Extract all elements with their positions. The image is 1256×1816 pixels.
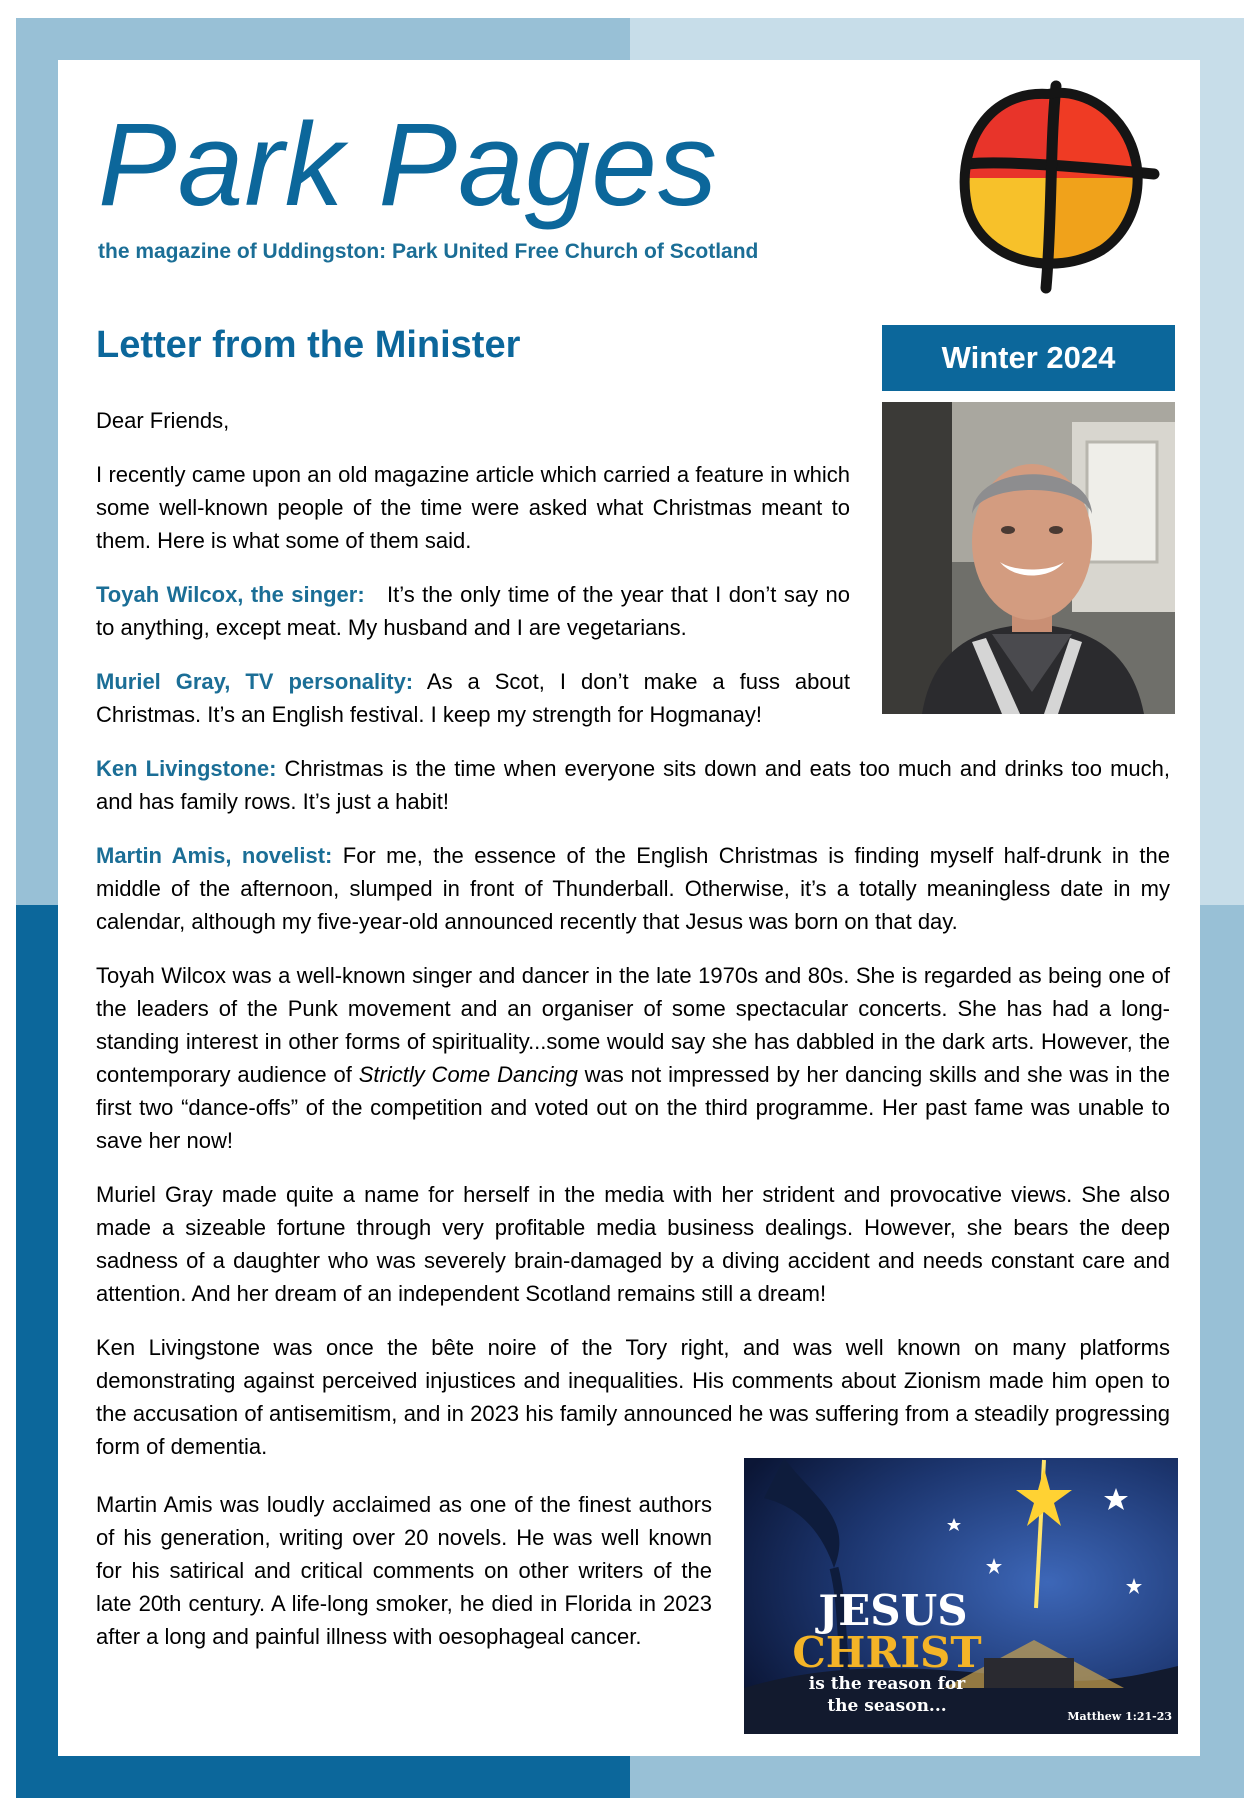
quote-text: For me, the essence of the English Christmas is finding myself half-drunk in the middle of the afternoon, slumped in front of Thunderball. Otherwise, it’s a totally meaningless date in my calendar, although my five-year-old announced recently that Jesus was born on that day. xyxy=(96,843,1170,934)
quote-text: Christmas is the time when everyone sits down and eats too much and drinks too much, and has family rows. It’s just a habit! xyxy=(96,756,1170,814)
quote-speaker: Martin Amis, novelist: xyxy=(96,843,333,868)
article-body-top xyxy=(96,404,850,752)
ken-paragraph: Ken Livingstone was once the bête noire of the Tory right, and was well known on many platforms demonstrating against perceived injustices and inequalities. His comments about Zionism made him open to the accusation of antisemitism, and in 2023 his family announced he was suffering from a steadily progressing form of dementia. xyxy=(96,1335,1170,1459)
masthead-title: Park Pages xyxy=(98,99,718,231)
intro-paragraph: I recently came upon an old magazine article which carried a feature in which some well-known people of the time were asked what Christmas meant to them. Here is what some of them said. xyxy=(96,462,850,553)
greeting: Dear Friends, xyxy=(96,408,230,433)
quote-paragraph xyxy=(96,752,1170,818)
season-badge: Winter 2024 xyxy=(882,325,1175,391)
jesus-christ-promo-image xyxy=(744,1458,1178,1734)
quote-text: It’s the only time of the year that I don’t say no to anything, except meat. My husband and I are vegetarians. xyxy=(96,582,851,640)
article-heading: Letter from the Minister xyxy=(96,324,521,366)
muriel-paragraph: Muriel Gray made quite a name for herself in the media with her strident and provocative views. She also made a sizeable fortune through very profitable media business dealings. However, she bears the deep sadness of a daughter who was severely brain-damaged by a diving accident and needs constant care and attention. And her dream of an independent Scotland remains still a dream! xyxy=(96,1182,1170,1306)
show-title: Strictly Come Dancing xyxy=(358,1062,578,1087)
quote-paragraph xyxy=(96,665,850,731)
promo-scripture-reference: Matthew 1:21-23 xyxy=(1067,1710,1172,1723)
article-body-wide xyxy=(96,752,1170,1484)
quote-paragraph xyxy=(96,578,850,644)
martin-paragraph: Martin Amis was loudly acclaimed as one of the finest authors of his generation, writing over 20 novels. He was well known for his satirical and critical comments on other writers of the late 20th century. A life-long smoker, he died in Florida in 2023 after a long and painful illness with oesophageal cancer. xyxy=(96,1492,712,1649)
toyah-paragraph xyxy=(96,959,1170,1157)
promo-title-christ: CHRIST xyxy=(792,1628,982,1677)
promo-title-jesus: JESUS xyxy=(818,1586,968,1635)
minister-photo xyxy=(882,402,1175,714)
quote-paragraph xyxy=(96,839,1170,938)
promo-tagline-line1: is the reason for xyxy=(808,1674,966,1694)
quote-speaker: Ken Livingstone: xyxy=(96,756,277,781)
masthead-subtitle: the magazine of Uddingston: Park United Free Church of Scotland xyxy=(98,240,759,263)
quote-text: As a Scot, I don’t make a fuss about Christmas. It’s an English festival. I keep my strength for Hogmanay! xyxy=(96,669,850,727)
quote-speaker: Toyah Wilcox, the singer: xyxy=(96,582,365,607)
church-cross-logo-icon xyxy=(944,72,1166,298)
article-body-bottom xyxy=(96,1488,712,1674)
promo-tagline-line2: the season... xyxy=(827,1696,947,1716)
quote-speaker: Muriel Gray, TV personality: xyxy=(96,669,414,694)
toyah-text-part1: Toyah Wilcox was a well-known singer and dancer in the late 1970s and 80s. She is regarded as being one of the leaders of the Punk movement and an organiser of some spectacular concerts. She has had a long-standing interest in other forms of spirituality...some would say she has dabbled in the dark arts. However, the contemporary audience of xyxy=(96,963,1170,1087)
toyah-text-part2: was not impressed by her dancing skills and she was in the first two “dance-offs” of the competition and voted out on the third programme. Her past fame was unable to save her now! xyxy=(96,1062,1170,1153)
